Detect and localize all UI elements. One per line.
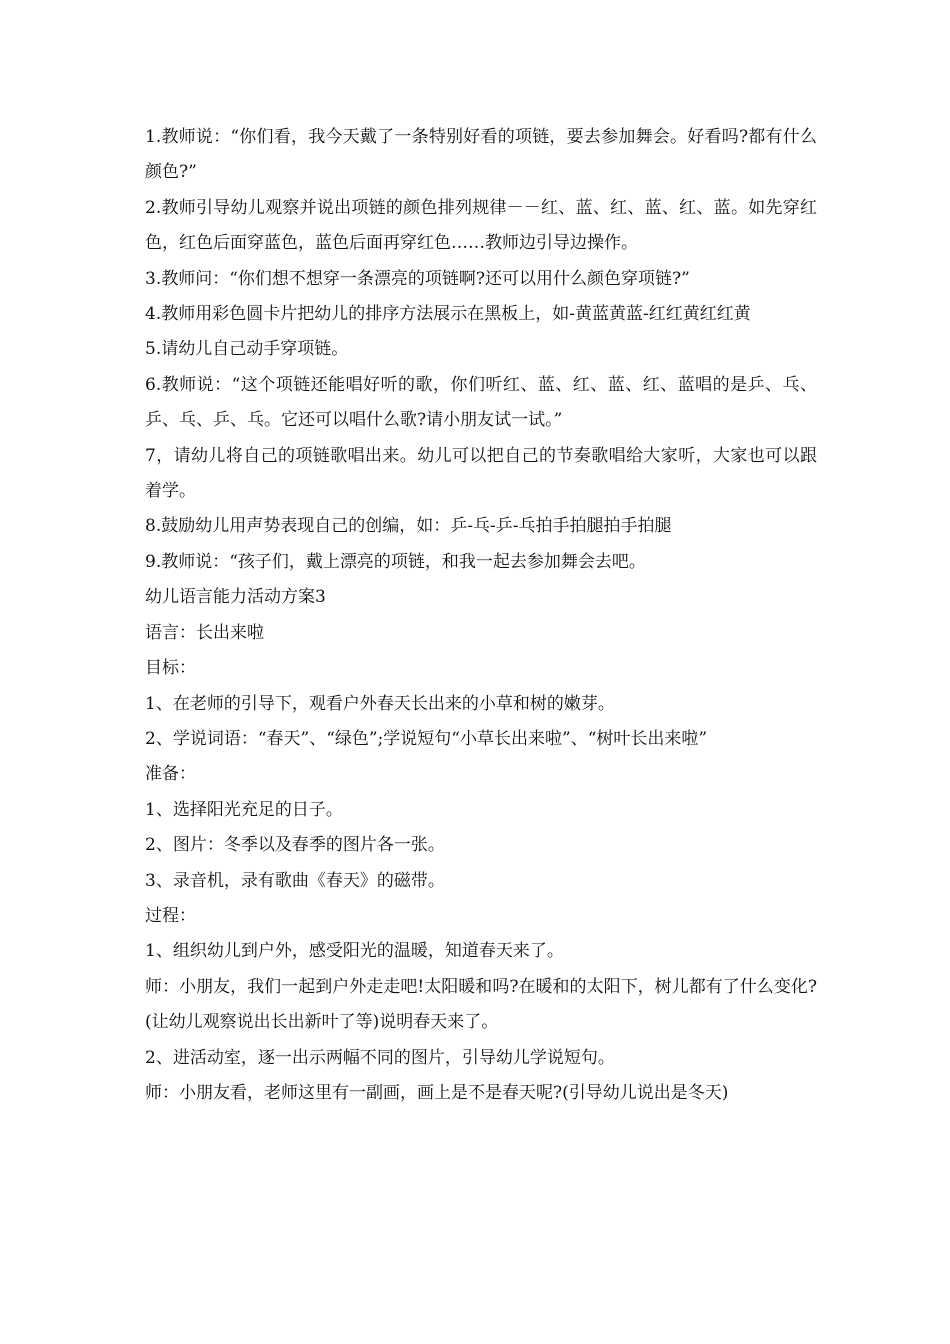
section-heading: 幼儿语言能力活动方案3 (145, 587, 326, 608)
goal-item-2: 2、学说词语：“春天”、“绿色”;学说短句“小草长出来啦”、“树叶长出来啦” (145, 728, 708, 749)
paragraph-9: 9.教师说：“孩子们，戴上漂亮的项链，和我一起去参加舞会去吧。 (145, 551, 646, 572)
process-item-2: 2、进活动室，逐一出示两幅不同的图片，引导幼儿学说短句。 (145, 1047, 615, 1068)
document-body (145, 120, 817, 1111)
paragraph-6: 6.教师说：“这个项链还能唱好听的歌，你们听红、蓝、红、蓝、红、蓝唱的是乒、乓、乒、乓、乒、乓。它还可以唱什么歌?请小朋友试一试。” (145, 374, 817, 431)
process-item-1: 1、组织幼儿到户外，感受阳光的温暖，知道春天来了。 (145, 941, 564, 962)
activity-title: 语言：长出来啦 (145, 622, 264, 643)
paragraph-7: 7，请幼儿将自己的项链歌唱出来。幼儿可以把自己的节奏歌唱给大家听，大家也可以跟着学。 (145, 445, 817, 502)
paragraph-4: 4.教师用彩色圆卡片把幼儿的排序方法展示在黑板上，如-黄蓝黄蓝-红红黄红红黄 (145, 304, 751, 325)
preparation-item-2: 2、图片：冬季以及春季的图片各一张。 (145, 835, 445, 856)
preparation-heading: 准备： (145, 764, 196, 785)
goal-item-1: 1、在老师的引导下，观看户外春天长出来的小草和树的嫩芽。 (145, 693, 615, 714)
process-heading: 过程： (145, 905, 196, 926)
paragraph-2: 2.教师引导幼儿观察并说出项链的颜色排列规律－－红、蓝、红、蓝、红、蓝。如先穿红色，红色后面穿蓝色，蓝色后面再穿红色……教师边引导边操作。 (145, 197, 817, 254)
teacher-dialogue-2: 师：小朋友看，老师这里有一副画，画上是不是春天呢?(引导幼儿说出是冬天) (145, 1082, 729, 1103)
teacher-dialogue-1: 师：小朋友，我们一起到户外走走吧!太阳暖和吗?在暖和的太阳下，树儿都有了什么变化?(让幼儿观察说出长出新叶了等)说明春天来了。 (145, 976, 817, 1033)
preparation-item-1: 1、选择阳光充足的日子。 (145, 799, 343, 820)
paragraph-1: 1.教师说：“你们看，我今天戴了一条特别好看的项链，要去参加舞会。好看吗?都有什么颜色?” (145, 127, 817, 183)
preparation-item-3: 3、录音机，录有歌曲《春天》的磁带。 (145, 870, 445, 891)
paragraph-5: 5.请幼儿自己动手穿项链。 (145, 339, 349, 360)
goals-heading: 目标： (145, 658, 196, 679)
paragraph-8: 8.鼓励幼儿用声势表现自己的创编，如：乒-乓-乒-乓拍手拍腿拍手拍腿 (145, 516, 672, 537)
paragraph-3: 3.教师问：“你们想不想穿一条漂亮的项链啊?还可以用什么颜色穿项链?” (145, 268, 690, 289)
